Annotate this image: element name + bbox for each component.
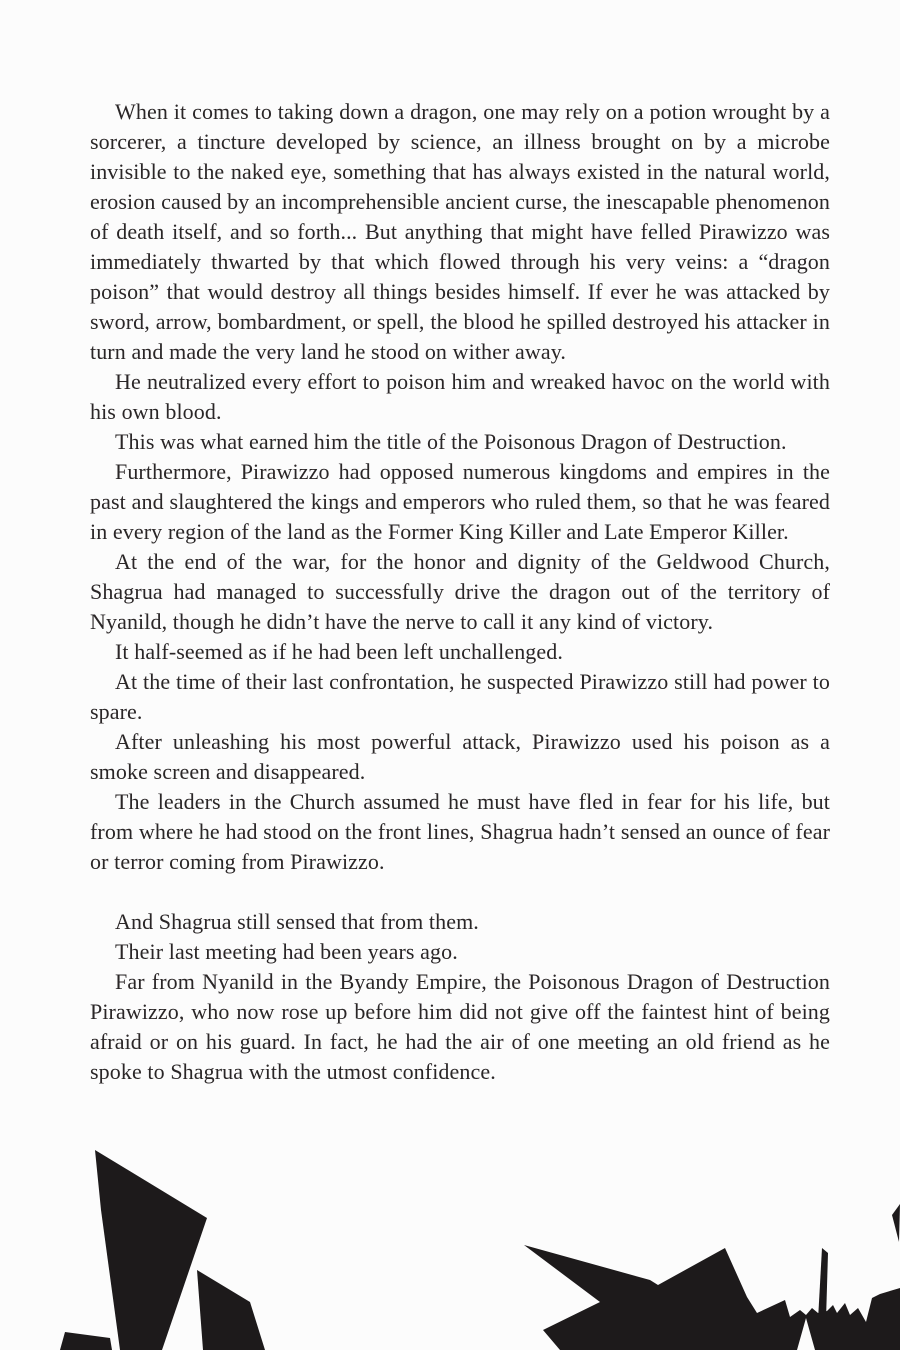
paragraph-5: At the end of the war, for the honor and dignity of the Geldwood Church, Shagrua had managed to successfully drive the dragon out of the territory of Nyanild, though he didn’t have the nerve to call it any kind of victory. <box>90 549 830 634</box>
ink-shard-right <box>197 1270 265 1350</box>
ink-shard-large <box>95 1150 207 1350</box>
ink-sliver <box>892 1204 900 1242</box>
paragraph-4: Furthermore, Pirawizzo had opposed numerous kingdoms and empires in the past and slaughtered the kings and emperors who ruled them, so that he was feared in every region of the land as the Former King Killer and Late Emperor Killer. <box>90 459 830 544</box>
paragraph-9: The leaders in the Church assumed he must have fled in fear for his life, but from where he had stood on the front lines, Shagrua hadn’t sensed an ounce of fear or terror coming from Pirawizzo. <box>90 789 830 874</box>
ink-shard-small-left <box>60 1332 112 1350</box>
scene-break <box>90 877 830 907</box>
paragraph-1: When it comes to taking down a dragon, one may rely on a potion wrought by a sorcerer, a tincture developed by science, an illness brought on by a microbe invisible to the naked eye, something that has always existed in the natural world, erosion caused by an incomprehensible ancient curse, the inescapable phenomenon of death itself, and so forth... But anything that might have felled Pirawizzo was immediately thwarted by that which flowed through his very veins: a “dragon poison” that would destroy all things besides himself. If ever he was attacked by sword, arrow, bombardment, or spell, the blood he spilled destroyed his attacker in turn and made the very land he stood on wither away. <box>90 99 830 364</box>
paragraph-12: Far from Nyanild in the Byandy Empire, the Poisonous Dragon of Destruction Pirawizzo, who now rose up before him did not give off the faintest hint of being afraid or on his guard. In fact, he had the air of one meeting an old friend as he spoke to Shagrua with the utmost confidence. <box>90 969 830 1084</box>
ink-splatter-graphic <box>0 1140 900 1350</box>
page-text <box>90 97 830 1087</box>
paragraph-2: He neutralized every effort to poison him and wreaked havoc on the world with his own blood. <box>90 369 830 424</box>
paragraph-6: It half-seemed as if he had been left unchallenged. <box>115 639 563 664</box>
paragraph-11: Their last meeting had been years ago. <box>115 939 458 964</box>
paragraph-3: This was what earned him the title of the Poisonous Dragon of Destruction. <box>115 429 787 454</box>
ink-splatter-main <box>524 1245 900 1350</box>
paragraph-8: After unleashing his most powerful attack, Pirawizzo used his poison as a smoke screen and disappeared. <box>90 729 830 784</box>
ink-needle <box>818 1248 828 1320</box>
paragraph-10: And Shagrua still sensed that from them. <box>115 909 479 934</box>
paragraph-7: At the time of their last confrontation, he suspected Pirawizzo still had power to spare. <box>90 669 830 724</box>
